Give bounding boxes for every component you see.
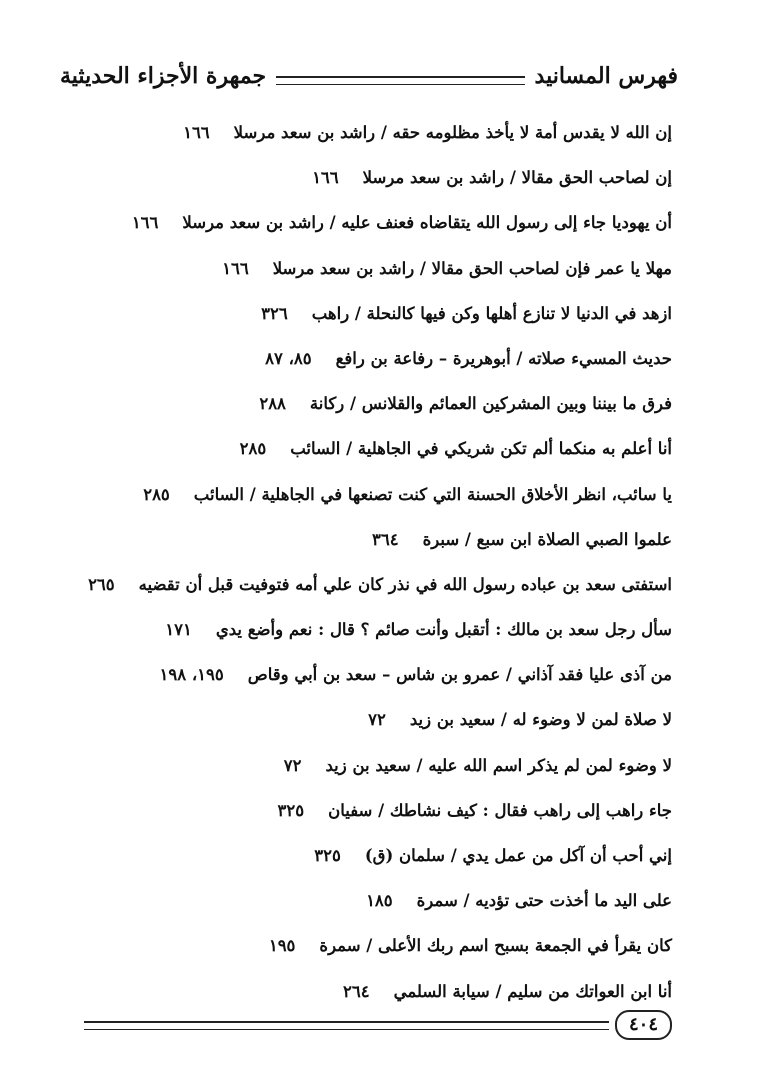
index-entry bbox=[60, 660, 672, 705]
entry-text: جاء راهب إلى راهب فقال : كيف نشاطك / سفيان bbox=[328, 800, 672, 820]
entry-text: إن لصاحب الحق مقالا / راشد بن سعد مرسلا bbox=[362, 168, 672, 188]
entry-text: مهلا يا عمر فإن لصاحب الحق مقالا / راشد بن سعد مرسلا bbox=[272, 258, 672, 278]
entry-pages: ٣٢٥ bbox=[277, 800, 305, 820]
index-entry bbox=[60, 570, 672, 615]
entry-text: ازهد في الدنيا لا تنازع أهلها وكن فيها كالنحلة / راهب bbox=[311, 303, 672, 323]
index-entry bbox=[60, 525, 672, 570]
entry-text: فرق ما بيننا وبين المشركين العمائم والقلانس / ركانة bbox=[309, 394, 672, 414]
page-header bbox=[60, 56, 678, 96]
entry-pages: ٢٨٥ bbox=[143, 484, 170, 504]
entry-pages: ١٨٥ bbox=[366, 891, 393, 911]
entry-pages: ١٩٥ bbox=[268, 936, 296, 956]
entry-text: على اليد ما أخذت حتى تؤديه / سمرة bbox=[416, 891, 672, 911]
index-entries bbox=[60, 118, 672, 1022]
entry-pages: ١٩٥، ١٩٨ bbox=[159, 665, 224, 685]
footer-rule bbox=[84, 1021, 609, 1030]
entry-pages: ٢٨٨ bbox=[259, 394, 286, 414]
index-entry bbox=[60, 480, 672, 525]
entry-pages: ٣٦٤ bbox=[372, 529, 399, 549]
entry-text: من آذى عليا فقد آذاني / عمرو بن شاس – سعد بن أبي وقاص bbox=[247, 665, 672, 685]
entry-pages: ١٦٦ bbox=[131, 213, 159, 233]
index-entry bbox=[60, 344, 672, 389]
entry-text: لا صلاة لمن لا وضوء له / سعيد بن زيد bbox=[409, 710, 672, 730]
entry-text: أن يهوديا جاء إلى رسول الله يتقاضاه فعنف عليه / راشد بن سعد مرسلا bbox=[182, 213, 672, 233]
entry-pages: ١٦٦ bbox=[183, 123, 210, 142]
index-entry bbox=[60, 841, 672, 886]
entry-text: إني أحب أن آكل من عمل يدي / سلمان (ق) bbox=[364, 846, 672, 865]
entry-text: حديث المسيء صلاته / أبوهريرة – رفاعة بن رافع bbox=[335, 348, 672, 368]
header-book-title: جمهرة الأجزاء الحديثية bbox=[60, 63, 267, 89]
entry-pages: ٢٨٥ bbox=[239, 439, 267, 459]
index-entry bbox=[60, 434, 672, 479]
entry-pages: ٨٥، ٨٧ bbox=[265, 348, 312, 368]
entry-pages: ٣٢٦ bbox=[261, 303, 288, 323]
entry-text: لا وضوء لمن لم يذكر اسم الله عليه / سعيد بن زيد bbox=[325, 755, 672, 775]
index-entry bbox=[60, 615, 672, 660]
entry-text: إن الله لا يقدس أمة لا يأخذ مظلومه حقه / راشد بن سعد مرسلا bbox=[233, 123, 672, 142]
index-entry bbox=[60, 254, 672, 299]
index-entry bbox=[60, 705, 672, 750]
entry-pages: ٧٢ bbox=[283, 755, 302, 775]
entry-pages: ٢٦٤ bbox=[343, 981, 370, 1001]
entry-pages: ١٦٦ bbox=[222, 258, 249, 278]
entry-text: سأل رجل سعد بن مالك : أتقبل وأنت صائم ؟ قال : نعم وأضع يدي bbox=[215, 620, 672, 640]
index-entry bbox=[60, 751, 672, 796]
index-entry bbox=[60, 208, 672, 253]
index-entry bbox=[60, 163, 672, 208]
header-rule bbox=[276, 76, 524, 85]
entry-pages: ١٧١ bbox=[165, 620, 192, 640]
index-entry bbox=[60, 931, 672, 976]
entry-text: استفتى سعد بن عباده رسول الله في نذر كان علي أمه فتوفيت قبل أن تقضيه bbox=[138, 574, 672, 594]
entry-text: أنا ابن العواتك من سليم / سيابة السلمي bbox=[393, 981, 672, 1001]
entry-text: كان يقرأ في الجمعة بسبح اسم ربك الأعلى / سمرة bbox=[319, 936, 672, 956]
entry-pages: ١٦٦ bbox=[312, 168, 339, 188]
page-footer bbox=[84, 1008, 672, 1042]
header-section-title: فهرس المسانيد bbox=[534, 63, 678, 89]
entry-pages: ٧٢ bbox=[368, 710, 386, 730]
entry-pages: ٣٢٥ bbox=[314, 846, 341, 865]
index-entry bbox=[60, 796, 672, 841]
page-number: ٤٠٤ bbox=[615, 1010, 672, 1040]
entry-pages: ٢٦٥ bbox=[88, 574, 115, 594]
entry-text: يا سائب، انظر الأخلاق الحسنة التي كنت تصنعها في الجاهلية / السائب bbox=[193, 484, 672, 504]
index-entry bbox=[60, 299, 672, 344]
index-entry bbox=[60, 118, 672, 163]
index-entry bbox=[60, 389, 672, 434]
entry-text: علموا الصبي الصلاة ابن سبع / سبرة bbox=[422, 529, 672, 549]
index-entry bbox=[60, 886, 672, 931]
entry-text: أنا أعلم به منكما ألم تكن شريكي في الجاهلية / السائب bbox=[290, 439, 672, 459]
